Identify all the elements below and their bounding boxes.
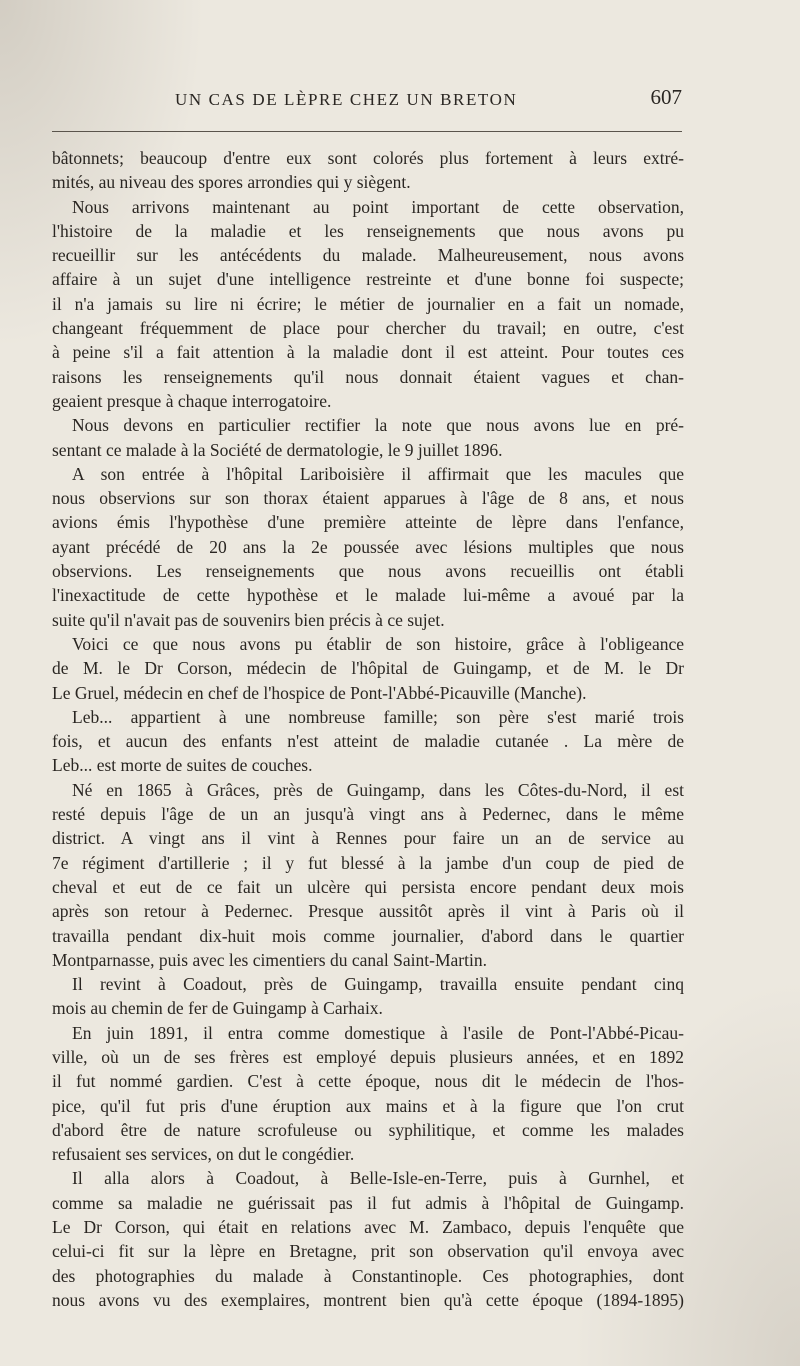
text-line: de M. le Dr Corson, médecin de l'hôpital de Guingamp, et de M. le Dr bbox=[52, 658, 684, 679]
text-line: après son retour à Pedernec. Presque aussitôt après il vint à Paris où il bbox=[52, 901, 684, 922]
text-line: geaient presque à chaque interrogatoire. bbox=[52, 390, 332, 411]
text-line: à peine s'il a fait attention à la maladie dont il est atteint. Pour toutes ces bbox=[52, 342, 684, 363]
text-line: pice, qu'il fut pris d'une éruption aux mains et à la figure que l'on crut bbox=[52, 1095, 684, 1116]
text-line: bâtonnets; beaucoup d'entre eux sont colorés plus fortement à leurs extré- bbox=[52, 148, 684, 168]
text-line: l'histoire de la maladie et les renseignements que nous avons pu bbox=[52, 220, 684, 241]
text-line: ville, où un de ses frères est employé depuis plusieurs années, et en 1892 bbox=[52, 1046, 684, 1067]
text-line: il fut nommé gardien. C'est à cette époque, nous dit le médecin de l'hos- bbox=[52, 1071, 684, 1092]
text-line: resté depuis l'âge de un an jusqu'à vingt ans à Pedernec, dans le même bbox=[52, 804, 684, 825]
text-line: ayant précédé de 20 ans la 2e poussée avec lésions multiples que nous bbox=[52, 536, 684, 557]
text-line: En juin 1891, il entra comme domestique à l'asile de Pont-l'Abbé-Picau- bbox=[72, 1022, 684, 1043]
running-title: UN CAS DE LÈPRE CHEZ UN BRETON bbox=[175, 90, 518, 109]
text-line: nous observions sur son thorax étaient apparues à l'âge de 8 ans, et nous bbox=[52, 488, 684, 509]
text-line: recueillir sur les antécédents du malade. Malheureusement, nous avons bbox=[52, 245, 684, 266]
page-number: 607 bbox=[650, 85, 682, 109]
text-line: des photographies du malade à Constantinople. Ces photographies, dont bbox=[52, 1265, 684, 1286]
text-line: Montparnasse, puis avec les cimentiers du canal Saint-Martin. bbox=[52, 949, 487, 970]
text-line: Leb... appartient à une nombreuse famille; son père s'est marié trois bbox=[72, 706, 684, 727]
text-line: comme sa maladie ne guérissait pas il fut admis à l'hôpital de Guingamp. bbox=[52, 1192, 684, 1213]
text-line: A son entrée à l'hôpital Lariboisière il affirmait que les macules que bbox=[72, 463, 684, 484]
text-line: travailla pendant dix-huit mois comme journalier, d'abord dans le quartier bbox=[52, 925, 684, 946]
text-line: sentant ce malade à la Société de dermatologie, le 9 juillet 1896. bbox=[52, 439, 503, 460]
text-line: Le Gruel, médecin en chef de l'hospice de Pont-l'Abbé-Picauville (Manche). bbox=[52, 682, 587, 703]
text-line: Nous arrivons maintenant au point important de cette observation, bbox=[72, 196, 684, 217]
text-line: cheval et eut de ce fait un ulcère qui persista encore pendant deux mois bbox=[52, 876, 684, 897]
text-line: changeant fréquemment de place pour chercher du travail; en outre, c'est bbox=[52, 318, 684, 339]
text-line: district. A vingt ans il vint à Rennes pour faire un an de service au bbox=[52, 828, 684, 849]
text-line: raisons les renseignements qu'il nous donnait étaient vagues et chan- bbox=[52, 366, 684, 387]
text-line: 7e régiment d'artillerie ; il y fut blessé à la jambe d'un coup de pied de bbox=[52, 852, 684, 873]
text-line: Il alla alors à Coadout, à Belle-Isle-en-Terre, puis à Gurnhel, et bbox=[72, 1168, 684, 1189]
text-line: l'inexactitude de cette hypothèse et le malade lui-même a avoué par la bbox=[52, 585, 684, 606]
text-line: avions émis l'hypothèse d'une première atteinte de lèpre dans l'enfance, bbox=[52, 512, 684, 533]
text-line: mités, au niveau des spores arrondies qui y siègent. bbox=[52, 172, 411, 193]
text-line: il n'a jamais su lire ni écrire; le métier de journalier en a fait un nomade, bbox=[52, 293, 684, 314]
text-line: nous avons vu des exemplaires, montrent bien qu'à cette époque (1894-1895) bbox=[52, 1289, 684, 1310]
text-line: mois au chemin de fer de Guingamp à Carhaix. bbox=[52, 998, 383, 1019]
text-line: affaire à un sujet d'une intelligence restreinte et d'une bonne foi suspecte; bbox=[52, 269, 684, 290]
text-line: Nous devons en particulier rectifier la note que nous avons lue en pré- bbox=[72, 415, 684, 436]
text-line: Né en 1865 à Grâces, près de Guingamp, dans les Côtes-du-Nord, il est bbox=[72, 779, 684, 800]
text-line: Le Dr Corson, qui était en relations avec M. Zambaco, depuis l'enquête que bbox=[52, 1217, 684, 1238]
text-line: Voici ce que nous avons pu établir de son histoire, grâce à l'obligeance bbox=[72, 633, 684, 654]
text-line: suite qu'il n'avait pas de souvenirs bien précis à ce sujet. bbox=[52, 609, 445, 630]
text-line: Il revint à Coadout, près de Guingamp, travailla ensuite pendant cinq bbox=[72, 974, 684, 995]
text-line: observions. Les renseignements que nous avons recueillis ont établi bbox=[52, 561, 684, 582]
text-line: fois, et aucun des enfants n'est atteint de maladie cutanée . La mère de bbox=[52, 731, 684, 752]
body-text bbox=[52, 146, 684, 1312]
text-line: refusaient ses services, on dut le congédier. bbox=[52, 1144, 355, 1165]
header-rule bbox=[52, 131, 682, 132]
text-line: Leb... est morte de suites de couches. bbox=[52, 755, 313, 776]
page-header bbox=[52, 85, 682, 120]
text-line: celui-ci fit sur la lèpre en Bretagne, prit son observation qu'il envoya avec bbox=[52, 1241, 684, 1262]
text-line: d'abord être de nature scrofuleuse ou syphilitique, et comme les malades bbox=[52, 1119, 684, 1140]
